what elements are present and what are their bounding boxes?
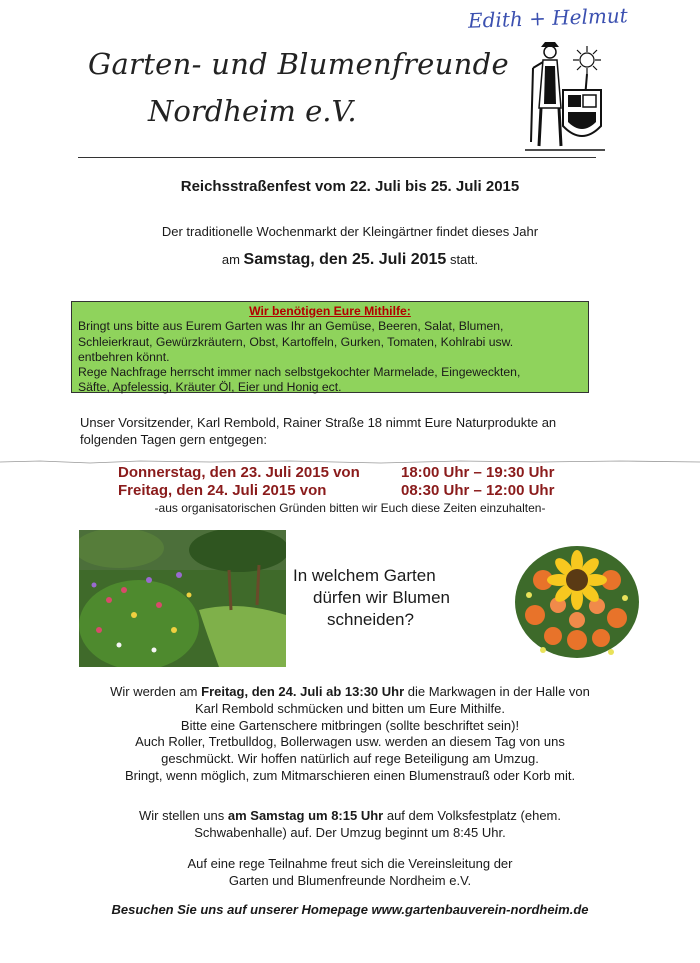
saturday-first-line [0, 808, 700, 825]
help-line: Schleierkraut, Gewürzkräutern, Obst, Kartoffeln, Gurken, Tomaten, Kohlrabi usw. [78, 334, 514, 349]
collector-line: Unser Vorsitzender, Karl Rembold, Rainer Straße 18 nimmt Eure Naturprodukte an [80, 415, 557, 430]
event-title: Reichsstraßenfest vom 22. Juli bis 25. Juli 2015 [180, 178, 520, 195]
drop-off-times [118, 464, 554, 500]
help-heading: Wir benötigen Eure Mithilfe: [249, 304, 411, 318]
help-request-box [71, 301, 589, 393]
handwritten-note: Edith + Helmut [467, 3, 629, 33]
friday-line: geschmückt. Wir hoffen natürlich auf rege Beteiligung am Umzug. [161, 751, 539, 767]
date-value: Samstag, den 25. Juli 2015 [243, 251, 447, 268]
time-day: Donnerstag, den 23. Juli 2015 von [118, 464, 360, 481]
friday-post: die Markwagen in der Halle von [407, 684, 590, 699]
collector-line: folgenden Tagen gern entgegen: [80, 432, 267, 447]
collector-paragraph [80, 414, 620, 448]
club-logo-gardener-emblem [525, 38, 605, 156]
friday-paragraph [0, 684, 700, 785]
garden-photo [79, 530, 286, 667]
bouquet-photo [513, 540, 641, 662]
question-line: schneiden? [327, 610, 414, 629]
friday-first-line [0, 684, 700, 701]
closing-line: Auf eine rege Teilnahme freut sich die Vereinsleitung der [187, 856, 513, 871]
intro-text: Der traditionelle Wochenmarkt der Kleingärtner findet dieses Jahr [161, 224, 539, 239]
help-line: Säfte, Apfelessig, Kräuter Öl, Eier und Honig ect. [78, 380, 342, 395]
times-note: -aus organisatorischen Gründen bitten wir Euch diese Zeiten einzuhalten- [154, 501, 546, 515]
saturday-bold: am Samstag um 8:15 Uhr [227, 808, 384, 823]
time-range: 18:00 Uhr – 19:30 Uhr [401, 464, 555, 481]
help-line: Rege Nachfrage herrscht immer nach selbstgekochter Marmelade, Eingeweckten, [78, 365, 521, 380]
time-row [118, 464, 554, 482]
closing-line: Garten und Blumenfreunde Nordheim e.V. [228, 872, 472, 888]
time-row [118, 482, 554, 500]
question-text [293, 565, 450, 631]
saturday-pre: Wir stellen uns [139, 808, 225, 823]
friday-line: Bitte eine Gartenschere mitbringen (sollte beschriftet sein)! [180, 717, 520, 733]
market-date [0, 251, 700, 269]
date-prefix: am [221, 252, 240, 267]
closing-paragraph [0, 856, 700, 890]
saturday-post: auf dem Volksfestplatz (ehem. [386, 808, 561, 823]
friday-pre: Wir werden am [110, 684, 198, 699]
help-line: entbehren könnt. [78, 349, 170, 364]
help-line: Bringt uns bitte aus Eurem Garten was Ihr an Gemüse, Beeren, Salat, Blumen, [78, 319, 504, 334]
saturday-paragraph [0, 808, 700, 842]
friday-line: Karl Rembold schmücken und bitten um Eure Mithilfe. [195, 700, 505, 716]
date-suffix: statt. [449, 252, 479, 267]
friday-bold: Freitag, den 24. Juli ab 13:30 Uhr [201, 684, 405, 699]
saturday-line: Schwabenhalle) auf. Der Umzug beginnt um 8:45 Uhr. [194, 824, 506, 840]
club-title-line2: Nordheim e.V. [148, 94, 357, 128]
time-day: Freitag, den 24. Juli 2015 von [118, 482, 327, 499]
question-line: In welchem Garten [293, 566, 436, 585]
time-range: 08:30 Uhr – 12:00 Uhr [401, 482, 555, 499]
question-line: dürfen wir Blumen [313, 588, 451, 607]
friday-line: Auch Roller, Tretbulldog, Bollerwagen usw. werden an diesem Tag von uns [135, 734, 565, 750]
club-title-line1: Garten- und Blumenfreunde [88, 47, 509, 81]
homepage-footer: Besuchen Sie uns auf unserer Homepage www.gartenbauverein-nordheim.de [111, 902, 589, 917]
friday-line: Bringt, wenn möglich, zum Mitmarschieren einen Blumenstrauß oder Korb mit. [124, 767, 576, 783]
header-divider [78, 157, 596, 158]
